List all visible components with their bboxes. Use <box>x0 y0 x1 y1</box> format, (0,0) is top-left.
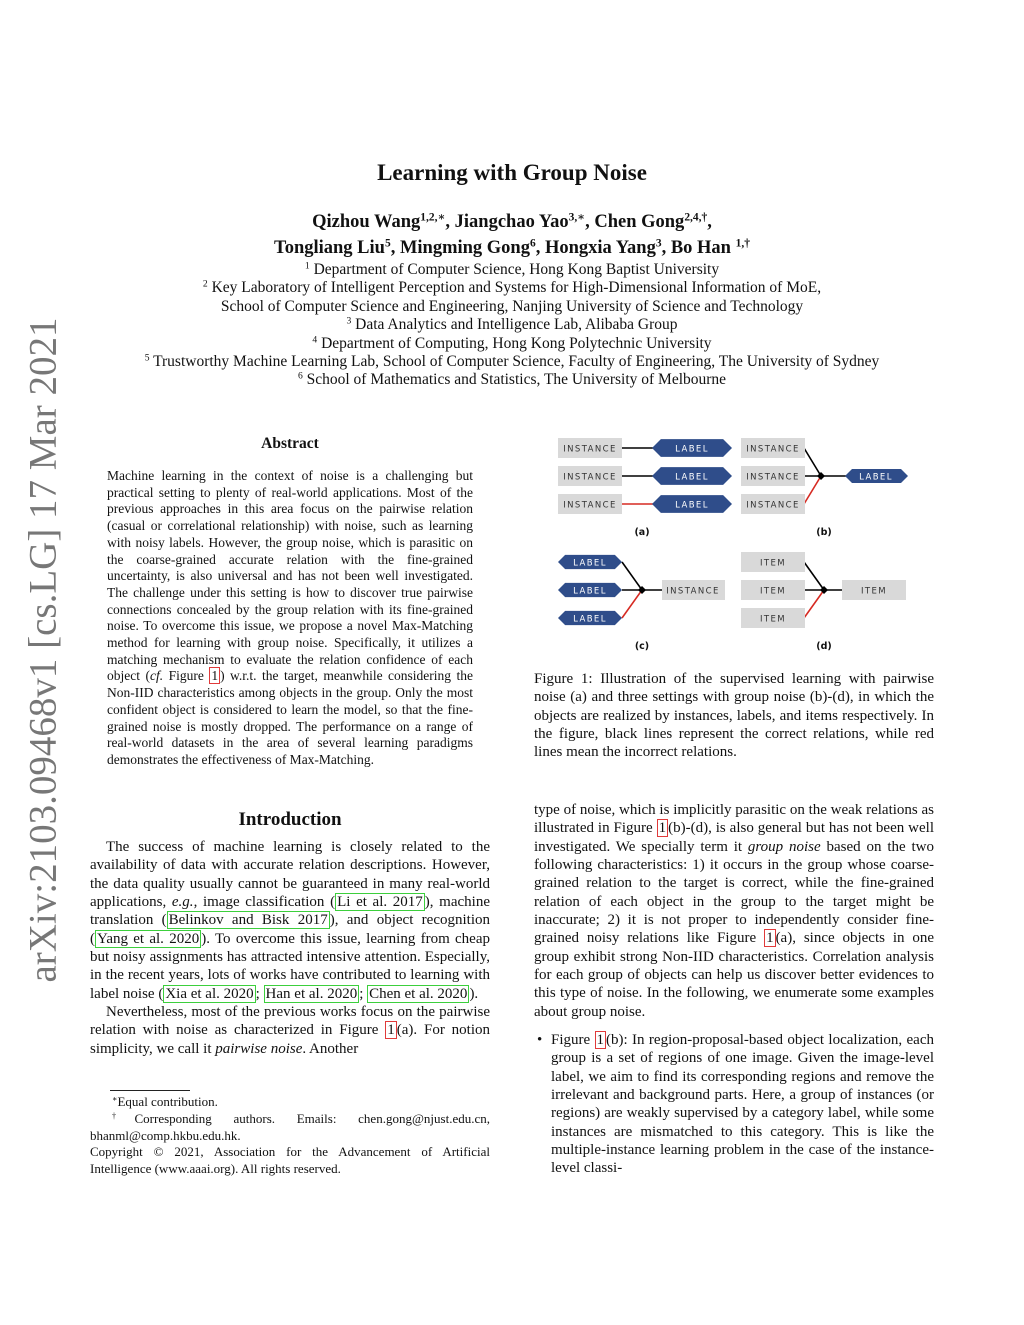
affiliation: $^2$ Key Laboratory of Intelligent Perception and Systems for High-Dimensional Information of MoE, <box>202 279 822 297</box>
box-text: INSTANCE <box>746 444 800 455</box>
label-text: LABEL <box>675 444 709 455</box>
affiliation: $^4$ Department of Computing, Hong Kong Polytechnic University <box>312 334 712 352</box>
author-line-2: Tongliang Liu$^5$, Mingming Gong$^6$, Hongxia Yang$^3$, Bo Han $^{1,\dagger}$ <box>274 237 750 258</box>
incorrect-relation-line <box>804 590 824 618</box>
right-column-body <box>534 801 934 1021</box>
subfigure-c <box>558 555 725 652</box>
box-text: INSTANCE <box>563 444 617 455</box>
abstract-body: Machine learning in the context of noise is a challenging but practical setting to plenty of real-world applications. Most of the previous approaches in this area focus on the pairwise relation (casual or correlational relationship) with noise, such as learning with noisy labels. However, the group noise, which is parasitic on the coarse-grained accurate relation with the fine-grained uncertainty, is also universal and has not been well investigated. The challenge under this setting is how to discover true pairwise connections concealed by the group relation with its fine-grained noise. To overcome this issue, we propose a novel Max-Matching method for learning with group noise. Specifically, it utilizes a matching mechanism to evaluate the relation confidence of each object (cf. Figure 1 ) w.r.t. the target, meanwhile considering the Non-IID characteristics among objects in the group. Only the most confident object is considered to learn the model, so that the fine-grained noise is mostly dropped. The performance on a range of real-world datasets in the area of several learning paradigms demonstrates the effectiveness of Max-Matching. <box>107 468 474 767</box>
introduction-body <box>90 838 490 1058</box>
box-text: INSTANCE <box>746 500 800 511</box>
subfigure-a <box>558 438 732 538</box>
box-text: INSTANCE <box>563 500 617 511</box>
citation-link[interactable]: Li et al. 2017 <box>337 894 423 911</box>
author-line-1: Qizhou Wang$^{1,2,∗}$, Jiangchao Yao$^{3,∗}$, Chen Gong$^{2,4,\dagger}$, <box>312 211 712 232</box>
affiliation: $^3$ Data Analytics and Intelligence Lab, Alibaba Group <box>346 315 678 334</box>
label-text: LABEL <box>573 558 607 569</box>
box-text: INSTANCE <box>666 586 720 597</box>
paragraph: type of noise, which is implicitly parasitic on the weak relations as illustrated in Figure 1 (b)-(d), is also general but has not been well investigated. We specially term it group noise based on the two following characteristics: 1) it occurs in the group whose coarse-grained relation to the target is correct, while the fine-grained relation of each object in the group to the target might be inaccurate; 2) it is not proper to independently consider fine-grained noisy relations like Figure 1 (a), since objects in one group exhibit strong Non-IID characteristics. Correlation analysis for each group of objects can help us discover better evidences to this type of noise. In the following, we enumerate some examples about group noise. <box>534 802 935 1020</box>
citation-link[interactable]: Xia et al. 2020 <box>165 985 254 1002</box>
figure-1-caption: Figure 1: Illustration of the supervised learning with pairwise noise (a) and three settings with group noise (b)-(d), in which the objects are realized by instances, labels, and items respectively. In the figure, black lines represent the correct relations, while red lines mean the incorrect relations. <box>534 671 934 761</box>
affiliation: School of Computer Science and Engineering, Nanjing University of Science and Technology <box>220 297 804 315</box>
box-text: INSTANCE <box>563 472 617 483</box>
footnotes <box>90 1094 490 1178</box>
subfigure-label: (c) <box>634 641 650 652</box>
subfigure-label: (a) <box>634 527 650 538</box>
figure-ref-link[interactable]: 1 <box>387 1022 395 1039</box>
correct-relation-line <box>622 562 642 590</box>
citation-link[interactable]: Chen et al. 2020 <box>369 985 468 1002</box>
introduction-heading: Introduction <box>238 809 342 830</box>
affiliation: $^6$ School of Mathematics and Statistics, The University of Melbourne <box>297 371 727 389</box>
label-text: LABEL <box>573 586 607 597</box>
box-text: ITEM <box>759 586 787 597</box>
author-list <box>0 209 1024 261</box>
label-text: LABEL <box>675 500 709 511</box>
subfigure-label: (b) <box>816 527 832 538</box>
author: Bo Han $^{1,\dagger}$ <box>670 237 750 258</box>
junction-node <box>817 472 825 480</box>
affiliations <box>0 261 1024 390</box>
author: Chen Gong$^{2,4,\dagger}$ <box>594 211 708 232</box>
arxiv-sidebar-stamp <box>14 317 72 983</box>
paragraph: The success of machine learning is closely related to the availability of data with accurate relation descriptions. However, the data quality usually cannot be guaranteed in many real-world applications, e.g., image classification ( Li et al. 2017 ), machine translation ( Belinkov and Bisk 2017 ), and object recognition ( Yang et al. 2020 ). To overcome this issue, learning from cheap but noisy assignments has attracted intensive attention. Especially, in the recent years, lots of works have contributed to learning with label noise ( Xia et al. 2020 ; Han et al. 2020 ; Chen et al. 2020 ). <box>90 839 490 1002</box>
bullet-item: Figure 1 (b): In region-proposal-based object localization, each group is a set of regions of one image. Given the image-level label, we aim to find its corresponding regions and remove the irrelevant and background parts. Here, a group of instances (or regions) are weakly supervised by a category label, while some instances are mismatched to this category. This is like the multiple-instance learning problem in the case of the instance-level classi- <box>551 1032 934 1177</box>
box-text: ITEM <box>759 558 787 569</box>
affiliation: $^5$ Trustworthy Machine Learning Lab, School of Computer Science, Faculty of Engineering, The University of Sydney <box>144 352 880 371</box>
box-text: ITEM <box>860 586 888 597</box>
label-text: LABEL <box>859 472 893 483</box>
citation-link[interactable]: Han et al. 2020 <box>265 985 358 1002</box>
incorrect-relation-line <box>804 476 821 504</box>
abstract-heading: Abstract <box>261 435 319 452</box>
incorrect-relation-line <box>622 590 642 618</box>
citation-link[interactable]: Yang et al. 2020 <box>97 930 200 947</box>
bullet-mark: • <box>537 1032 543 1048</box>
author: Jiangchao Yao$^{3,∗}$ <box>454 211 586 232</box>
footnote: †Corresponding authors. Emails: chen.gong@njust.edu.cn, bhanml@comp.hkbu.edu.hk. <box>90 1110 490 1143</box>
copyright-notice: Copyright © 2021, Association for the Advancement of Artificial Intelligence (www.aaai.org). All rights reserved. <box>90 1144 490 1177</box>
arxiv-id: arXiv:2103.09468v1 [cs.LG] 17 Mar 2021 <box>21 317 65 983</box>
footnote-rule <box>110 1090 190 1091</box>
author: Qizhou Wang$^{1,2,∗}$ <box>312 211 446 232</box>
correct-relation-line <box>804 448 821 476</box>
figure-ref-link[interactable]: 1 <box>211 668 219 684</box>
author: Hongxia Yang$^3$ <box>544 237 662 258</box>
subfigure-b <box>741 438 908 538</box>
label-text: LABEL <box>573 614 607 625</box>
label-text: LABEL <box>675 472 709 483</box>
figure-1 <box>534 428 934 660</box>
author: Tongliang Liu$^5$ <box>274 237 391 258</box>
footnote: ∗Equal contribution. <box>112 1094 218 1109</box>
figure-ref-link[interactable]: 1 <box>658 820 667 837</box>
subfigure-label: (d) <box>816 641 832 652</box>
figure-ref-link[interactable]: 1 <box>766 930 774 947</box>
author: Mingming Gong$^6$ <box>399 237 536 258</box>
citation-link[interactable]: Belinkov and Bisk 2017 <box>168 912 328 929</box>
paragraph: Nevertheless, most of the previous works focus on the pairwise relation with noise as characterized in Figure 1 (a). For notion simplicity, we call it pairwise noise. Another <box>90 1004 490 1057</box>
box-text: INSTANCE <box>746 472 800 483</box>
figure-ref-link[interactable]: 1 <box>596 1032 605 1048</box>
correct-relation-line <box>804 562 824 590</box>
paper-title: Learning with Group Noise <box>377 160 647 185</box>
subfigure-d <box>741 552 906 652</box>
box-text: ITEM <box>759 614 787 625</box>
affiliation: $^1$ Department of Computer Science, Hong Kong Baptist University <box>304 260 720 278</box>
